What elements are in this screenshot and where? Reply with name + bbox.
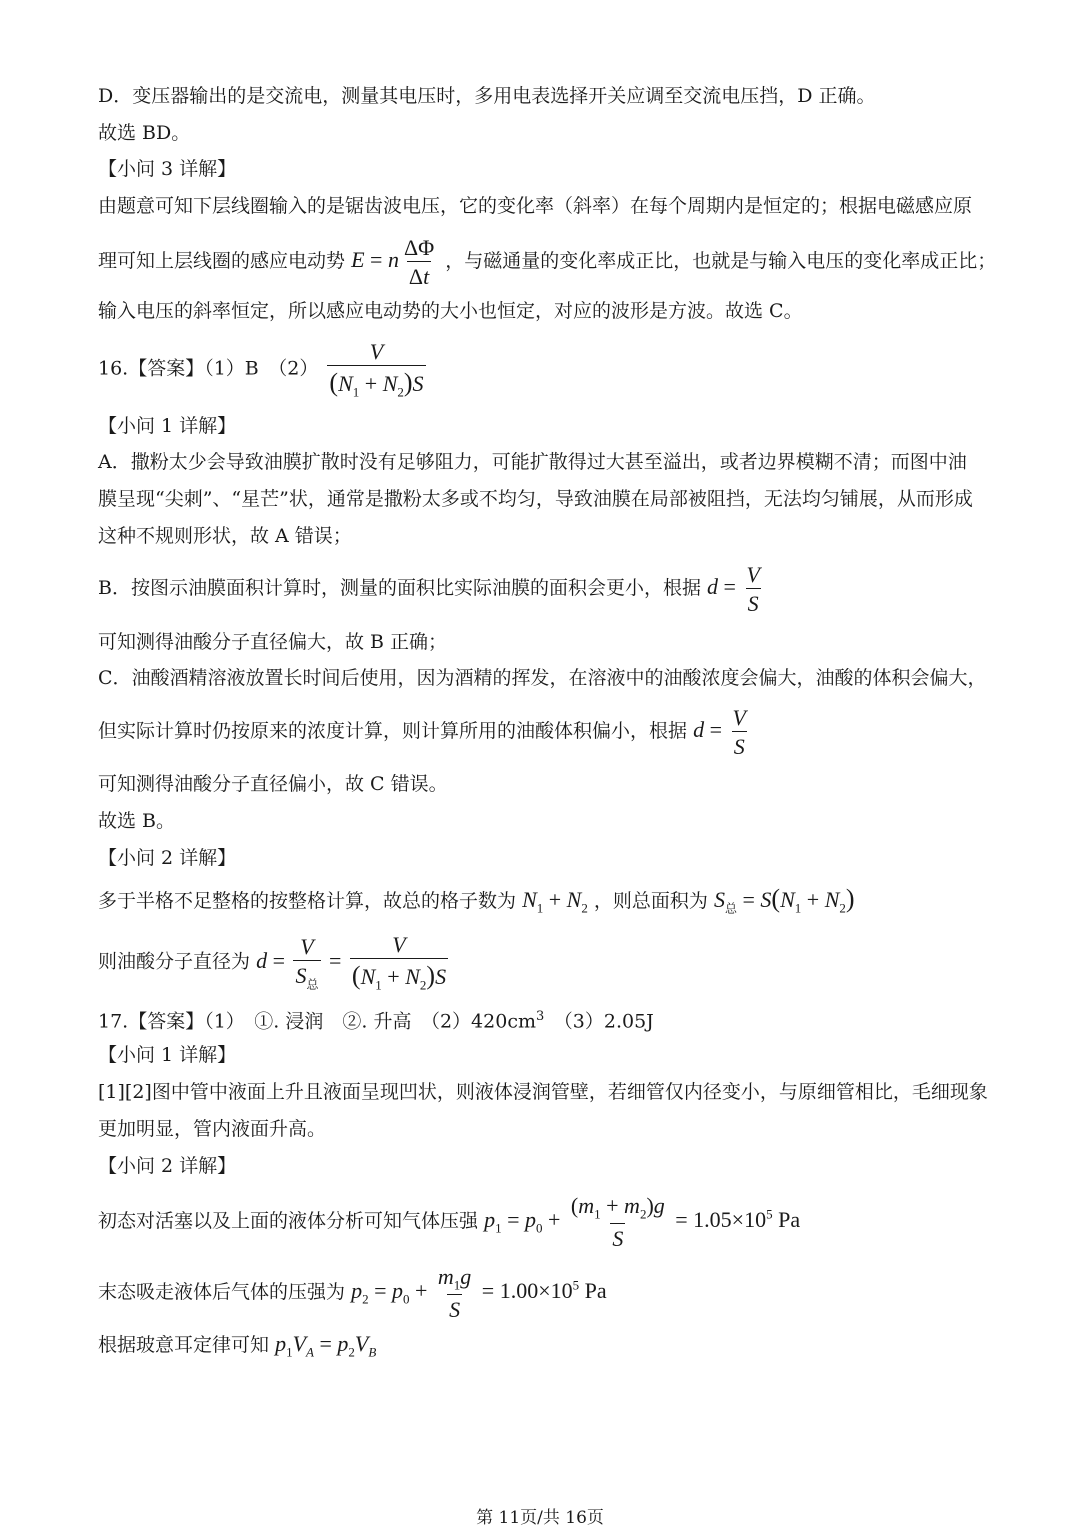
text-line: 输入电压的斜率恒定，所以感应电动势的大小也恒定，对应的波形是方波。故选 C。 — [98, 300, 803, 322]
text-line: 更加明显，管内液面升高。 — [98, 1118, 327, 1140]
text-line: 可知测得油酸分子直径偏大，故 B 正确； — [98, 631, 448, 653]
cube-superscript: 3 — [535, 1009, 545, 1024]
text-segment: 根据玻意耳定律可知 — [98, 1334, 270, 1356]
text-segment: ，则总面积为 — [593, 890, 708, 912]
text-segment: 则油酸分子直径为 — [98, 950, 251, 973]
text-segment: 17.【答案】（1） ①. 浸润 ②. 升高 （2）420cm — [98, 1010, 536, 1033]
text-segment: ，与磁通量的变化率成正比，也就是与输入电压的变化率成正比； — [445, 250, 997, 273]
answer-16-line — [98, 340, 429, 399]
text-segment: 理可知上层线圈的感应电动势 — [98, 250, 346, 273]
grid-count-formula: $N_1 + N_2$ — [522, 887, 588, 916]
diameter-result-formula: d = V $S_总$ = $\frac{V}{(N_1 + N_2)S}$ — [256, 932, 447, 993]
final-pressure-formula: $p_2 = p_0$ + $\frac{m_1g}{S}$ = $1.00\times 10^5$ Pa — [351, 1264, 607, 1323]
text-line-with-formula — [98, 1194, 800, 1250]
text-line-with-formula — [98, 236, 996, 288]
text-line-with-formula — [98, 1333, 376, 1358]
text-line: 膜呈现“尖刺”、“星芒”状，通常是撒粉太多或不均匀，导致油膜在局部被阻挡，无法均匀铺展，从而形成 — [98, 488, 973, 510]
text-line: 由题意可知下层线圈输入的是锯齿波电压，它的变化率（斜率）在每个周期内是恒定的；根据电磁感应原 — [98, 195, 973, 217]
initial-pressure-formula: $p_1 = p_0$ + $\frac{(m_1 + m_2)g}{S}$ = $1.05\times 10^5$ Pa — [484, 1193, 801, 1252]
text-line: C．油酸酒精溶液放置长时间后使用，因为酒精的挥发，在溶液中的油酸浓度会偏大，油酸的体积会偏大， — [98, 667, 987, 689]
text-line-with-formula — [98, 706, 751, 758]
section-heading: 【小问 2 详解】 — [98, 847, 237, 869]
diameter-formula: d = $\frac{V}{S}$ — [707, 562, 760, 617]
diameter-formula: d = $\frac{V}{S}$ — [693, 705, 746, 760]
emf-formula: E = n $\frac{\Delta\Phi}{\Delta t}$ — [351, 235, 435, 290]
text-line: 故选 BD。 — [98, 122, 191, 144]
page-footer: 第 11页/共 16页 — [476, 1508, 604, 1528]
section-heading: 【小问 1 详解】 — [98, 415, 237, 437]
boyle-law-formula: $p_1V_A = p_2V_B$ — [275, 1331, 377, 1360]
text-line-with-formula — [98, 1265, 607, 1321]
section-heading: 【小问 2 详解】 — [98, 1155, 237, 1177]
text-line: A．撒粉太少会导致油膜扩散时没有足够阻力，可能扩散得过大甚至溢出，或者边界模糊不清；而图中油 — [98, 451, 967, 473]
text-segment: （3）2.05J — [544, 1010, 654, 1033]
total-area-formula: $S_总 = S(N_1 + N_2)$ — [713, 884, 855, 916]
text-line-with-formula — [98, 886, 855, 914]
answer-16-formula: $\frac{V}{(N_1 + N_2)S}$ — [329, 339, 424, 400]
text-segment: 多于半格不足整格的按整格计算，故总的格子数为 — [98, 890, 517, 912]
text-line: 故选 B。 — [98, 810, 176, 832]
text-segment: 16.【答案】（1）B （2） — [98, 357, 319, 380]
text-segment: 末态吸走液体后气体的压强为 — [98, 1281, 346, 1304]
text-segment: B．按图示油膜面积计算时，测量的面积比实际油膜的面积会更小，根据 — [98, 577, 701, 600]
text-line-with-formula — [98, 563, 765, 615]
text-line: D．变压器输出的是交流电，测量其电压时，多用电表选择开关应调至交流电压挡，D 正确。 — [98, 85, 876, 107]
section-heading: 【小问 3 详解】 — [98, 158, 237, 180]
text-line: 可知测得油酸分子直径偏小，故 C 错误。 — [98, 773, 448, 795]
section-heading: 【小问 1 详解】 — [98, 1044, 237, 1066]
text-segment: 但实际计算时仍按原来的浓度计算，则计算所用的油酸体积偏小，根据 — [98, 720, 688, 743]
text-line: 这种不规则形状，故 A 错误； — [98, 525, 352, 547]
text-segment: 初态对活塞以及上面的液体分析可知气体压强 — [98, 1210, 479, 1233]
text-line-with-formula — [98, 933, 451, 992]
answer-17-line — [98, 1010, 654, 1031]
text-line: [1][2]图中管中液面上升且液面呈现凹状，则液体浸润管壁，若细管仅内径变小，与原细管相比，毛细现象 — [98, 1081, 988, 1103]
